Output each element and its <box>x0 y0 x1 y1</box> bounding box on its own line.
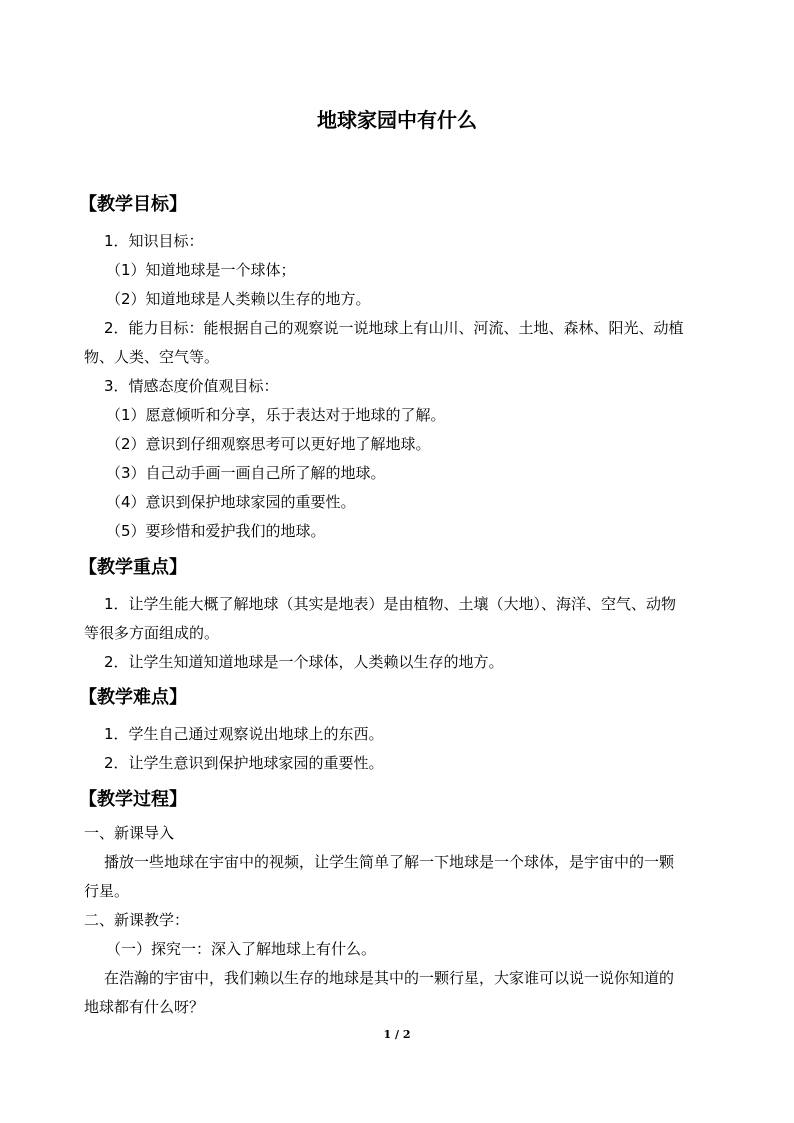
objectives-line: 物、人类、空气等。 <box>84 348 220 366</box>
process-line: （一）探究一：深入了解地球上有什么。 <box>106 940 377 958</box>
process-heading: 【教学过程】 <box>79 789 187 810</box>
key-points-line: 2．让学生知道知道地球是一个球体，人类赖以生存的地方。 <box>104 653 504 671</box>
objectives-line: 2．能力目标：能根据自己的观察说一说地球上有山川、河流、土地、森林、阳光、动植 <box>104 319 684 337</box>
page-title: 地球家园中有什么 <box>317 108 477 132</box>
objectives-line: （2）知道地球是人类赖以生存的地方。 <box>106 290 371 308</box>
objectives-line: 1．知识目标： <box>104 232 204 250</box>
objectives-line: （3）自己动手画一画自己所了解的地球。 <box>106 464 386 482</box>
process-line: 一、新课导入 <box>84 824 175 842</box>
objectives-line: 3．情感态度价值观目标： <box>104 377 279 395</box>
key-points-heading: 【教学重点】 <box>79 557 187 578</box>
process-line: 地球都有什么呀？ <box>84 998 205 1016</box>
difficulties-line: 2．让学生意识到保护地球家园的重要性。 <box>104 754 384 772</box>
difficulties-line: 1．学生自己通过观察说出地球上的东西。 <box>104 725 384 743</box>
difficulties-heading: 【教学难点】 <box>79 687 187 708</box>
process-line: 二、新课教学： <box>84 911 190 929</box>
process-line: 行星。 <box>84 882 130 900</box>
objectives-line: （1）知道地球是一个球体； <box>106 261 296 279</box>
process-line: 播放一些地球在宇宙中的视频，让学生简单了解一下地球是一个球体，是宇宙中的一颗 <box>104 853 675 871</box>
objectives-line: （5）要珍惜和爱护我们的地球。 <box>106 522 326 540</box>
page-number: 1 / 2 <box>383 1028 411 1041</box>
objectives-line: （1）愿意倾听和分享，乐于表达对于地球的了解。 <box>106 406 446 424</box>
objectives-line: （4）意识到保护地球家园的重要性。 <box>106 493 356 511</box>
key-points-line: 1．让学生能大概了解地球（其实是地表）是由植物、土壤（大地）、海洋、空气、动物 <box>104 595 677 613</box>
objectives-line: （2）意识到仔细观察思考可以更好地了解地球。 <box>106 435 431 453</box>
objectives-heading: 【教学目标】 <box>79 194 187 215</box>
key-points-line: 等很多方面组成的。 <box>84 624 220 642</box>
process-line: 在浩瀚的宇宙中，我们赖以生存的地球是其中的一颗行星，大家谁可以说一说你知道的 <box>104 969 675 987</box>
